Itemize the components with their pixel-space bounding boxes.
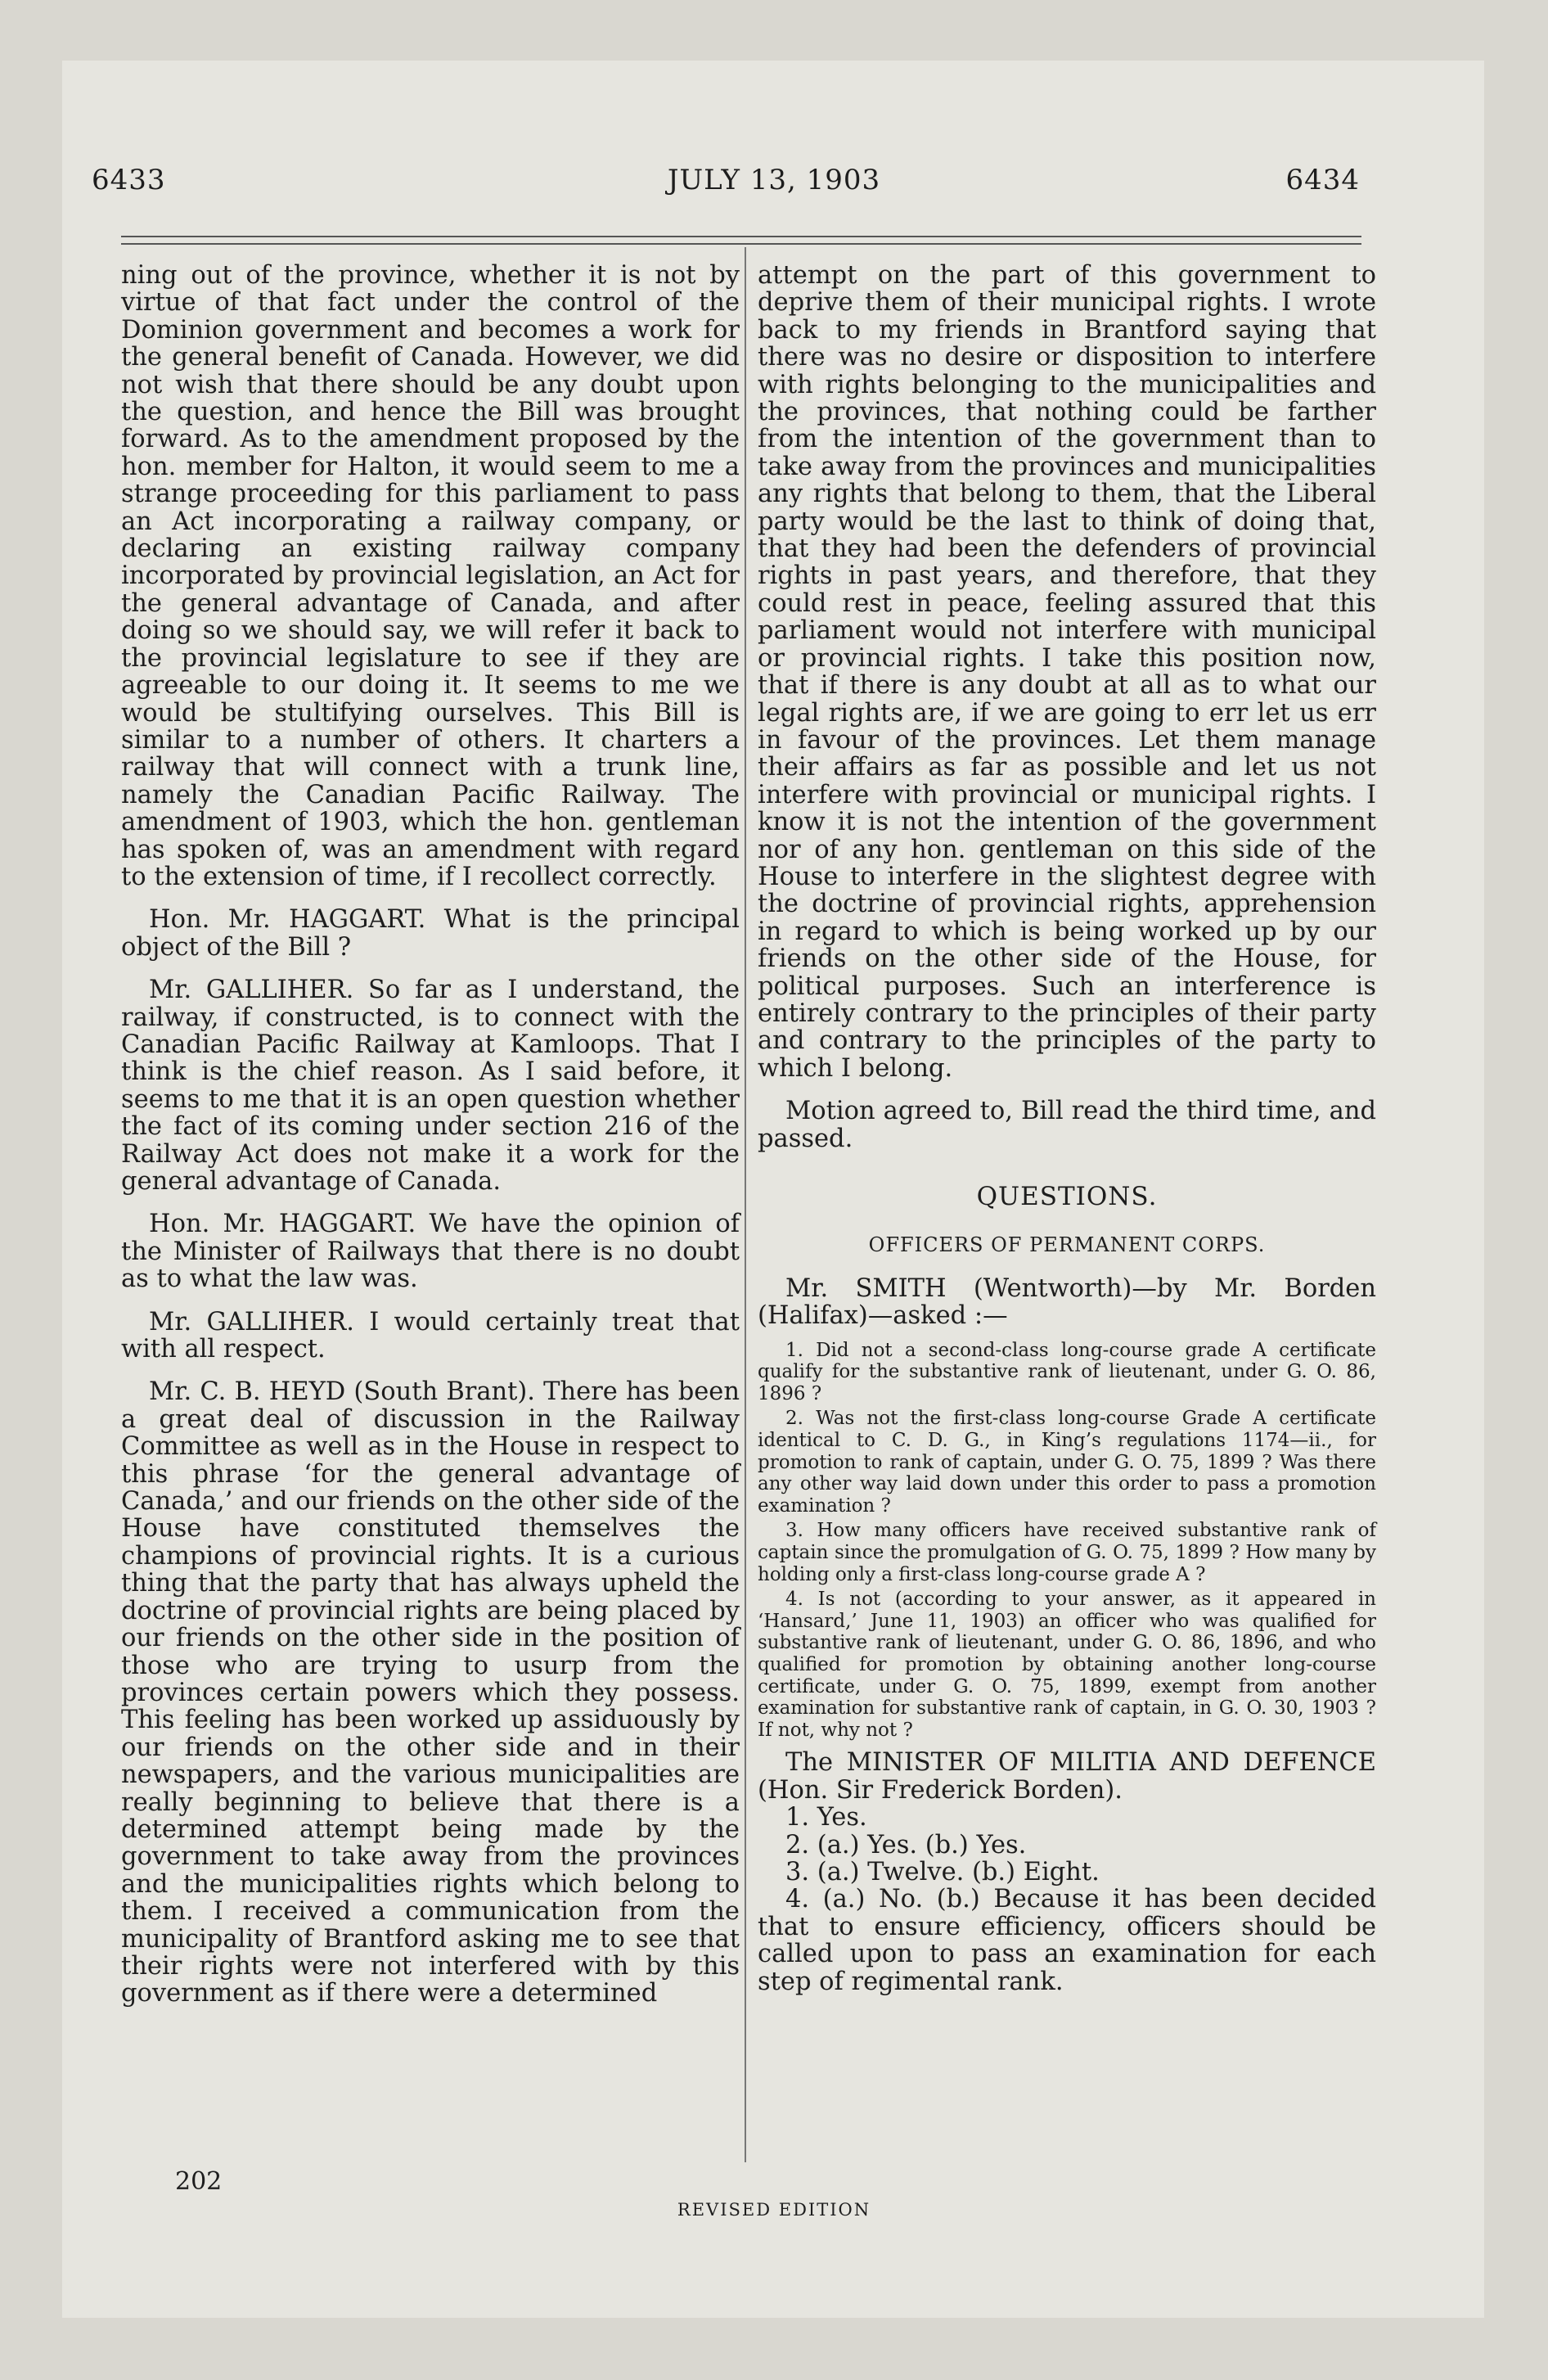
- column-divider: [745, 247, 746, 2162]
- page-date: JULY 13, 1903: [667, 164, 881, 196]
- question-item: 4. Is not (according to your answer, as it appeared in ‘Hansard,’ June 11, 1903) an officer who was qualified for substantive rank of lieutenant, under G. O. 86, 1896, and who qualified for promotion by obtaining another long-course certificate, under G. O. 75, 1899, exempt from another examination for substantive rank of captain, in G. O. 30, 1903 ? If not, why not ?: [758, 1589, 1376, 1741]
- header-rule-bottom: [121, 243, 1361, 245]
- answer-item: 1. Yes.: [785, 1803, 867, 1832]
- answer-item: 4. (a.) No. (b.) Because it has been decided that to ensure efficiency, officers should be called upon to pass an examination for each step of regimental rank.: [758, 1885, 1376, 1996]
- section-heading: QUESTIONS.: [976, 1182, 1158, 1211]
- paragraph: Hon. Mr. HAGGART. What is the principal object of the Bill ?: [121, 905, 740, 962]
- left-column: [121, 262, 740, 2008]
- question-item: 3. How many officers have received substantive rank of captain since the promulgation of G. O. 75, 1899 ? How many by holding only a first-class long-course grade A ?: [758, 1520, 1376, 1585]
- paragraph: Mr. GALLIHER. I would certainly treat that with all respect.: [121, 1307, 740, 1364]
- paragraph: Mr. C. B. HEYD (South Brant). There has been a great deal of discussion in the Railway Committee as well as in the House in respect to this phrase ‘for the general advantage of Canada,’ and our friends on the other side of the House have constituted themselves the champions of provincial rights. It is a curious thing that the party that has always upheld the doctrine of provincial rights are being placed by our friends on the other side in the position of those who are trying to usurp from the provinces certain powers which they possess. This feeling has been worked up assiduously by our friends on the other side and in their newspapers, and the various municipalities are really beginning to believe that there is a determined attempt being made by the government to take away from the provinces and the municipalities rights which belong to them. I received a communication from the municipality of Brantford asking me to see that their rights were not interfered with by this government as if there were a determined: [121, 1377, 740, 2008]
- header-rule-top: [121, 236, 1361, 237]
- left-page-number: 6433: [92, 164, 166, 196]
- paragraph: Mr. GALLIHER. So far as I understand, the railway, if constructed, is to connect with the Canadian Pacific Railway at Kamloops. That I think is the chief reason. As I said before, it seems to me that it is an open question whether the fact of its coming under section 216 of the Railway Act does not make it a work for the general advantage of Canada.: [121, 976, 740, 1196]
- right-column: [758, 262, 1376, 1995]
- motion-paragraph: Motion agreed to, Bill read the third time, and passed.: [758, 1097, 1376, 1153]
- signature-number: 202: [175, 2167, 223, 2196]
- answer-item: 3. (a.) Twelve. (b.) Eight.: [785, 1857, 1100, 1886]
- paragraph: Hon. Mr. HAGGART. We have the opinion of the Minister of Railways that there is no doubt as to what the law was.: [121, 1210, 740, 1294]
- edition-footer: REVISED EDITION: [677, 2200, 871, 2220]
- right-page-number: 6434: [1285, 164, 1360, 196]
- question-item: 1. Did not a second-class long-course grade A certificate qualify for the substantive rank of lieutenant, under G. O. 86, 1896 ?: [758, 1339, 1376, 1404]
- paragraph: ning out of the province, whether it is not by virtue of that fact under the control of the Dominion government and becomes a work for the general benefit of Canada. However, we did not wish that there should be any doubt upon the question, and hence the Bill was brought forward. As to the amendment proposed by the hon. member for Halton, it would seem to me a strange proceeding for this parliament to pass an Act incorporating a railway company, or declaring an existing railway company incorporated by provincial legislation, an Act for the general advantage of Canada, and after doing so we should say, we will refer it back to the provincial legislature to see if they are agreeable to our doing it. It seems to me we would be stultifying ourselves. This Bill is similar to a number of others. It charters a railway that will connect with a trunk line, namely the Canadian Pacific Railway. The amendment of 1903, which the hon. gentleman has spoken of, was an amendment with regard to the extension of time, if I recollect correctly.: [121, 261, 740, 891]
- section-subheading: OFFICERS OF PERMANENT CORPS.: [868, 1233, 1266, 1257]
- minister-paragraph: The MINISTER OF MILITIA AND DEFENCE (Hon. Sir Frederick Borden).: [758, 1748, 1376, 1805]
- answer-item: 2. (a.) Yes. (b.) Yes.: [785, 1830, 1027, 1859]
- paragraph: attempt on the part of this government to deprive them of their municipal rights. I wrote back to my friends in Brantford saying that there was no desire or disposition to interfere with rights belonging to the municipalities and the provinces, that nothing could be farther from the intention of the government than to take away from the provinces and municipalities any rights that belong to them, that the Liberal party would be the last to think of doing that, that they had been the defenders of provincial rights in past years, and therefore, that they could rest in peace, feeling assured that this parliament would not interfere with municipal or provincial rights. I take this position now, that if there is any doubt at all as to what our legal rights are, if we are going to err let us err in favour of the provinces. Let them manage their affairs as far as possible and let us not interfere with provincial or municipal rights. I know it is not the intention of the government nor of any hon. gentleman on this side of the House to interfere in the slightest degree with the doctrine of provincial rights, apprehension in regard to which is being worked up by our friends on the other side of the House, for political purposes. Such an interference is entirely contrary to the principles of their party and contrary to the principles of the party to which I belong.: [758, 261, 1376, 1083]
- asked-paragraph: Mr. SMITH (Wentworth)—by Mr. Borden (Halifax)—asked :—: [758, 1273, 1376, 1331]
- question-item: 2. Was not the first-class long-course Grade A certificate identical to C. D. G., in King’s regulations 1174—ii., for promotion to rank of captain, under G. O. 75, 1899 ? Was there any other way laid down under this order to pass a promotion examination ?: [758, 1408, 1376, 1517]
